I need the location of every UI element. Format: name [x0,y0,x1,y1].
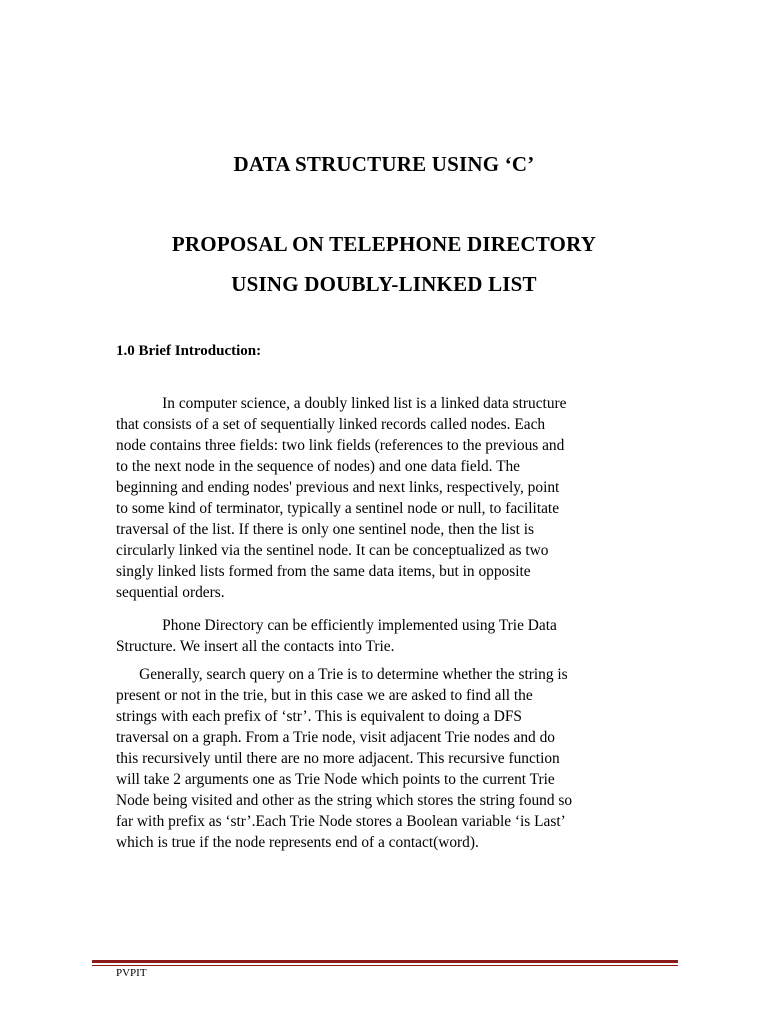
paragraph-line: node contains three fields: two link fields (references to the previous and [116,437,565,454]
document-title: DATA STRUCTURE USING ‘C’ [233,152,535,176]
paragraph-line: that consists of a set of sequentially linked records called nodes. Each [116,416,546,433]
paragraph-line: Structure. We insert all the contacts into Trie. [116,638,395,655]
proposal-title-line-1: PROPOSAL ON TELEPHONE DIRECTORY [171,232,597,256]
section-heading: 1.0 Brief Introduction: [116,343,262,359]
paragraph-line: In computer science, a doubly linked list is a linked data structure [116,395,567,412]
paragraph-line: which is true if the node represents end of a contact(word). [116,834,479,851]
paragraph-line: singly linked lists formed from the same data items, but in opposite [116,563,531,580]
paragraph-line: strings with each prefix of ‘str’. This is equivalent to doing a DFS [116,708,522,725]
proposal-title-line-2: USING DOUBLY-LINKED LIST [231,272,537,296]
paragraph-line: will take 2 arguments one as Trie Node which points to the current Trie [116,771,555,788]
paragraph-line: to the next node in the sequence of nodes) and one data field. The [116,458,521,475]
paragraph-trie-search [116,664,656,853]
paragraph-line: Generally, search query on a Trie is to determine whether the string is [116,666,568,683]
footer-text: PVPIT [116,967,147,979]
paragraph-line: to some kind of terminator, typically a sentinel node or null, to facilitate [116,500,560,517]
paragraph-phone-directory [116,615,656,657]
paragraph-line: far with prefix as ‘str’.Each Trie Node stores a Boolean variable ‘is Last’ [116,813,566,830]
paragraph-line: Node being visited and other as the string which stores the string found so [116,792,573,809]
footer-rule-thin [92,965,678,966]
paragraph-doubly-linked-list [116,393,656,603]
paragraph-line: circularly linked via the sentinel node. It can be conceptualized as two [116,542,549,559]
paragraph-line: present or not in the trie, but in this case we are asked to find all the [116,687,533,704]
paragraph-line: traversal on a graph. From a Trie node, visit adjacent Trie nodes and do [116,729,555,746]
paragraph-line: this recursively until there are no more adjacent. This recursive function [116,750,560,767]
footer-rule-thick [92,960,678,963]
paragraph-line: sequential orders. [116,584,225,601]
paragraph-line: beginning and ending nodes' previous and next links, respectively, point [116,479,560,496]
paragraph-line: Phone Directory can be efficiently implemented using Trie Data [116,617,557,634]
paragraph-line: traversal of the list. If there is only one sentinel node, then the list is [116,521,535,538]
